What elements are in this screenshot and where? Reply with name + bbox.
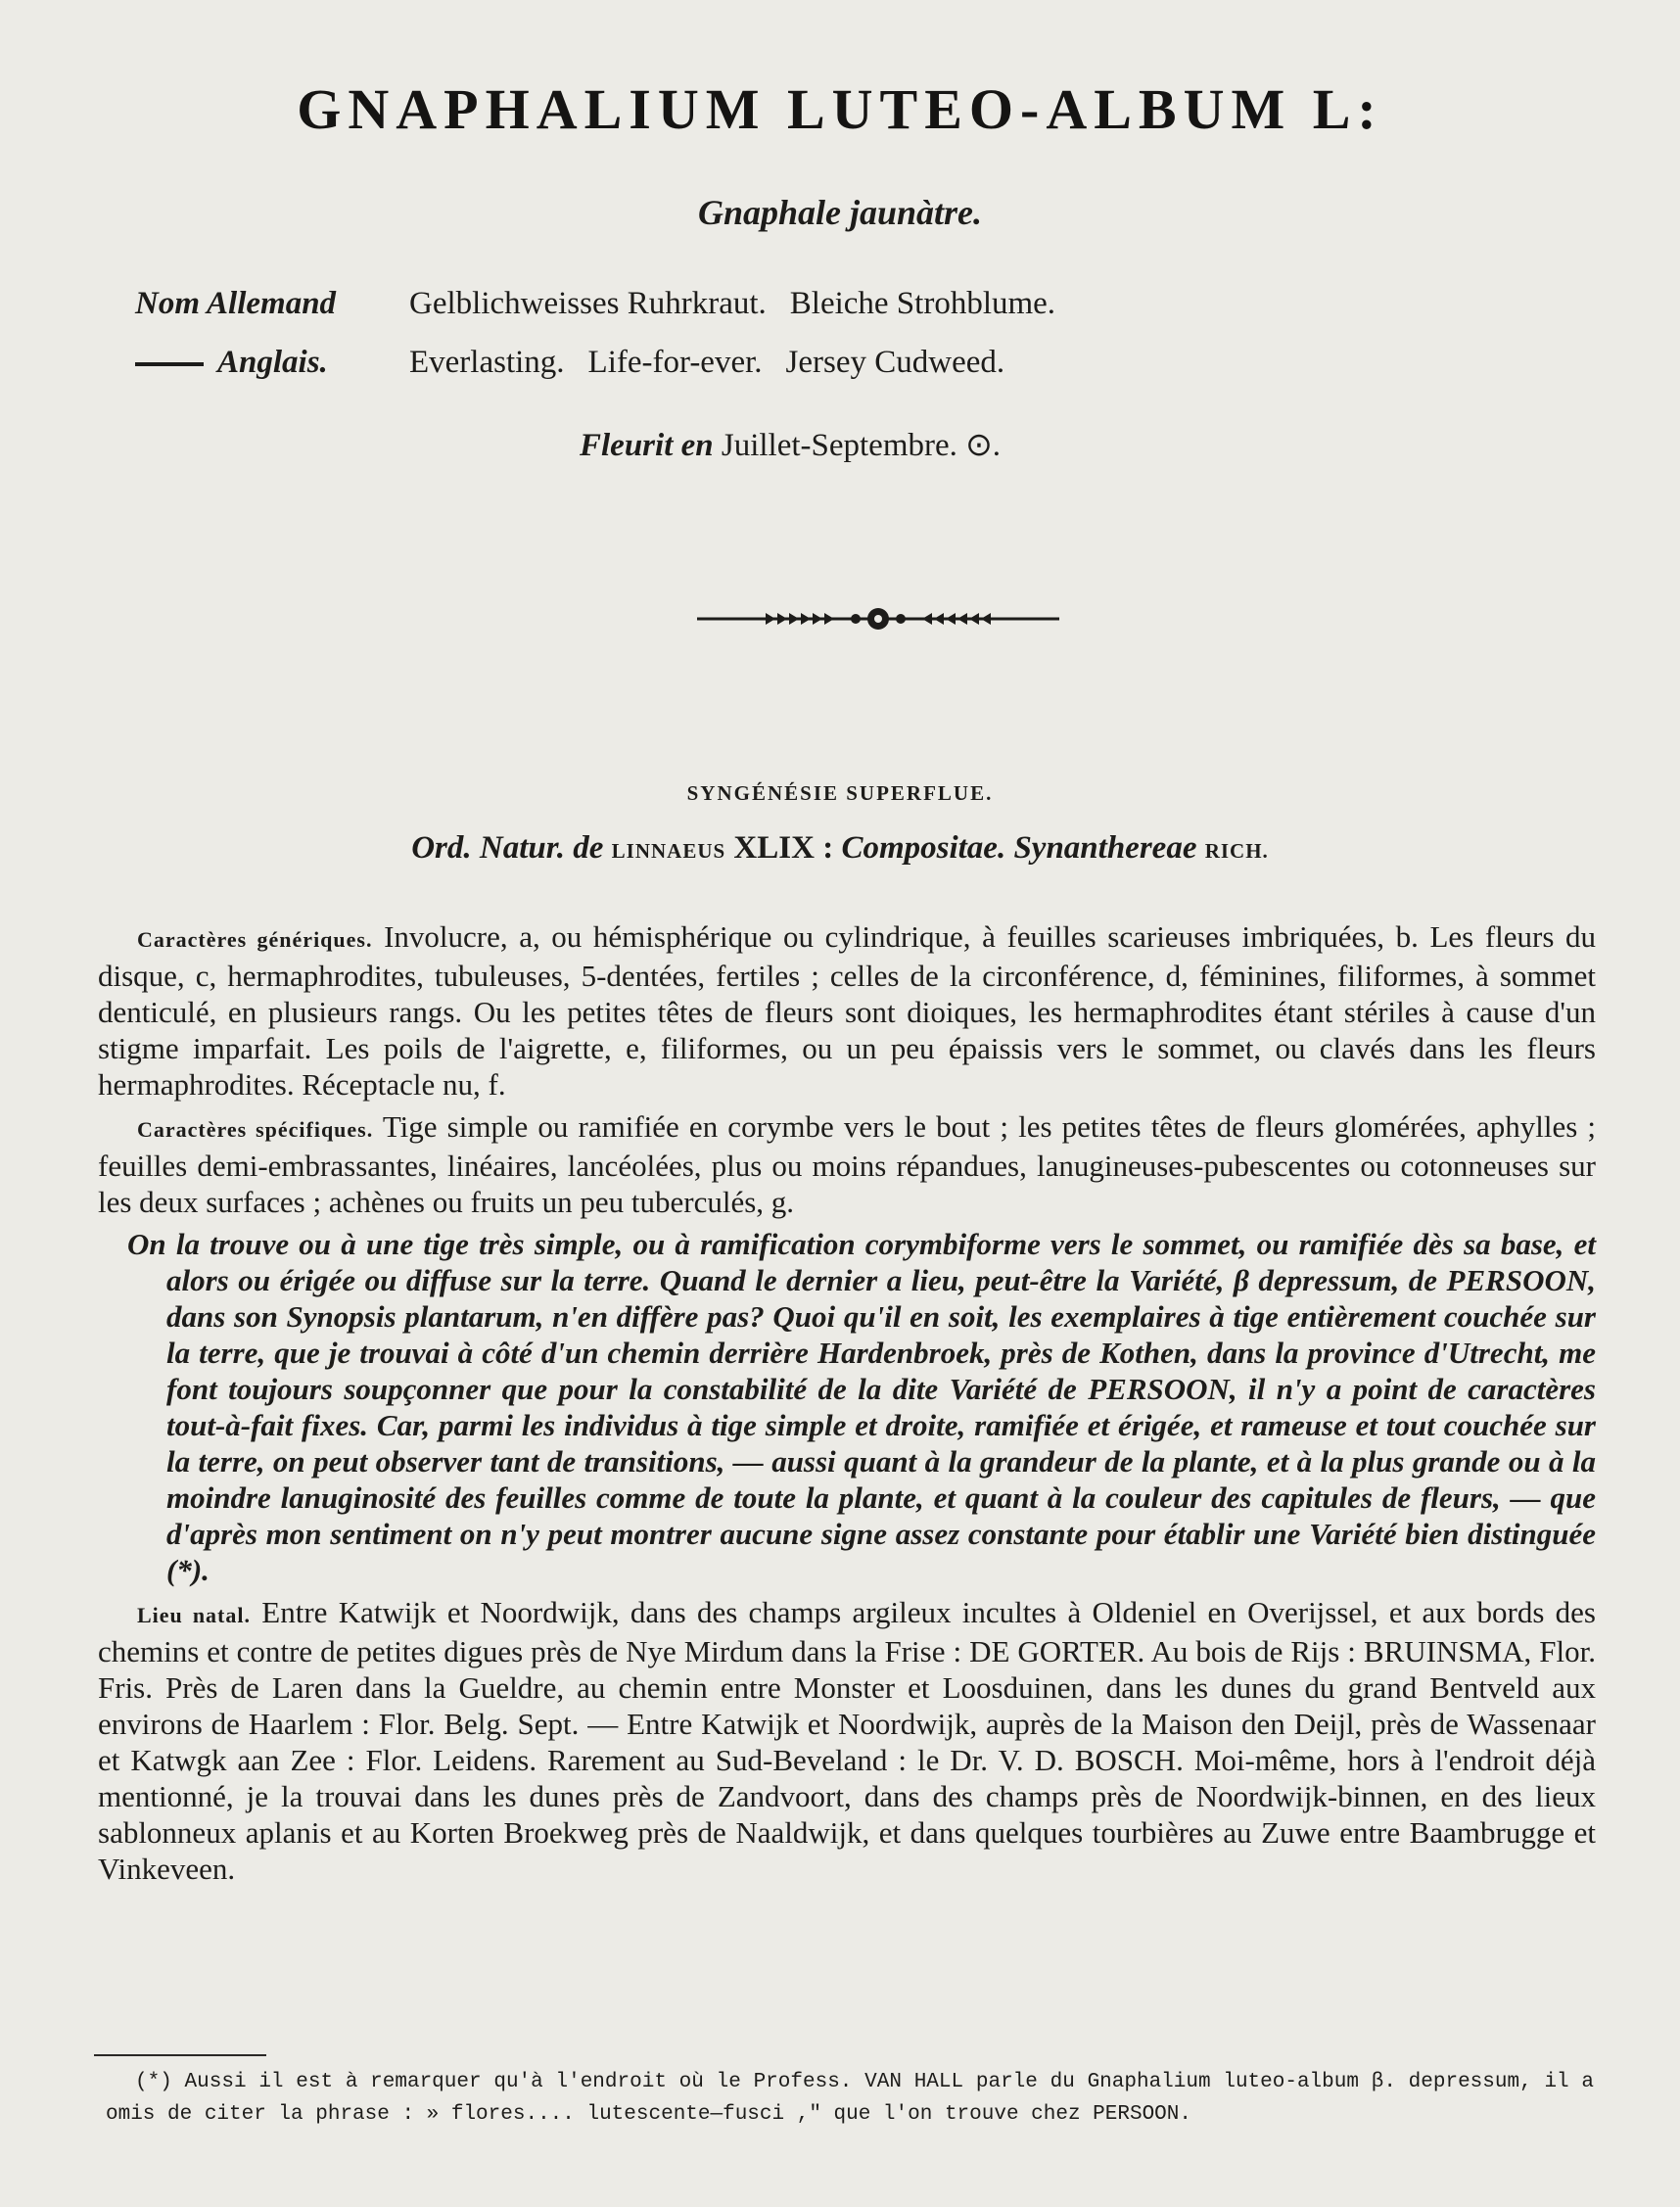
english-name-1: Everlasting.: [409, 345, 565, 380]
footnote-rule: [94, 2054, 266, 2056]
generic-characters: [98, 918, 1596, 1103]
footnote: (*) Aussi il est à remarquer qu'à l'endroit où le Profess. VAN HALL parle du Gnaphalium luteo-album β. depressum, il a omis de citer la phrase : » flores.... lutescente—fusci ," que l'on trouve chez PERSOON.: [106, 2071, 1594, 2126]
specific-label: Caractères spécifiques.: [137, 1117, 374, 1142]
flowering-label: Fleurit en: [580, 428, 714, 463]
species-title: GNAPHALIUM LUTEO-ALBUM L:: [297, 77, 1383, 141]
english-names-row: [135, 345, 1079, 403]
english-label: Anglais.: [217, 345, 328, 380]
compositae: Compositae.: [841, 830, 1006, 866]
rich-author: RICH.: [1204, 839, 1269, 863]
german-name-1: Gelblichweisses Ruhrkraut.: [409, 286, 767, 321]
habitat-label: Lieu natal.: [137, 1603, 251, 1627]
ditto-dash: [135, 362, 204, 366]
english-name-3: Jersey Cudweed.: [785, 345, 1005, 380]
german-names-row: [135, 286, 1079, 345]
linnaean-class: SYNGÉNÉSIE SUPERFLUE.: [686, 781, 994, 805]
english-name-2: Life-for-ever.: [587, 345, 763, 380]
ornament-divider-icon: [697, 599, 1059, 638]
habitat-text: Entre Katwijk et Noordwijk, dans des champs argileux incultes à Oldeniel en Overijssel, et aux bords des chemins et contre de petites digues près de Nye Mirdum dans la Frise : DE GORTER. Au bois de Rijs : BRUINSMA, Flor. Fris. Près de Laren dans la Gueldre, au chemin entre Monster et Loosduinen, dans les dunes du grand Bentveld aux environs de Haarlem : Flor. Belg. Sept. — Entre Katwijk et Noordwijk, auprès de la Maison den Deijl, près de Wassenaar et Katwgk aan Zee : Flor. Leidens. Rarement au Sud-Beveland : le Dr. V. D. BOSCH. Moi-même, hors à l'endroit déjà mentionné, je la trouvai dans les dunes près de Zandvoort, dans des champs près de Noordwijk-binnen, en des lieux sablonneux aplanis et au Korten Broekweg près de Naaldwijk, et dans quelques tourbières au Zuwe entre Baambrugge et Vinkeveen.: [98, 1595, 1596, 1886]
observation-note: On la trouve ou à une tige très simple, ou à ramification corymbiforme vers le sommet, ou ramifiée dès sa base, et alors ou érigée ou diffuse sur la terre. Quand le dernier a lieu, peut-être la Variété, β depressum, de PERSOON, dans son Synopsis plantarum, n'en diffère pas? Quoi qu'il en soit, les exemplaires à tige entièrement couchée sur la terre, que je trouvai à côté d'un chemin derrière Hardenbroek, près de Kothen, dans la province d'Utrecht, me font toujours soupçonner que pour la constabilité de la dite Variété de PERSOON, il n'y a point de caractères tout-à-fait fixes. Car, parmi les individus à tige simple et droite, ramifiée et érigée, et rameuse et tout couchée sur la terre, on peut observer tant de transitions, — aussi quant à la grandeur de la plante, et à la plus grande ou à la moindre lanuginosité des feuilles comme de toute la plante, et quant à la couleur des capitules de fleurs, — que d'après mon sentiment on n'y peut montrer aucune signe assez constante pour établir une Variété bien distinguée (*).: [127, 1227, 1596, 1587]
specific-text: Tige simple ou ramifiée en corymbe vers le bout ; les petites têtes de fleurs glomérées, aphylles ; feuilles demi-embrassantes, linéaires, lancéolées, plus ou moins répandues, lanugineuses-pubescentes ou cotonneuses sur les deux surfaces ; achènes ou fruits un peu tuberculés, g.: [98, 1109, 1596, 1219]
ord-label: Ord. Natur. de: [411, 830, 604, 866]
annual-symbol: ⊙.: [965, 428, 1002, 463]
synanthereae: Synanthereae: [1013, 830, 1197, 866]
specific-characters: [98, 1108, 1596, 1220]
flowering-line: [580, 425, 1001, 464]
natural-order-line: [0, 830, 1680, 867]
description-body: [98, 918, 1596, 1893]
linnaeus-name: LINNAEUS: [611, 839, 726, 863]
generic-text: Involucre, a, ou hémisphérique ou cylindrique, à feuilles scarieuses imbriquées, b. Les fleurs du disque, c, hermaphrodites, tubuleuses, 5-dentées, fertiles ; celles de la circonférence, d, féminines, filiformes, à sommet denticulé, en plusieurs rangs. Ou les petites têtes de fleurs sont dioiques, les hermaphrodites étant stériles à cause d'un stigme imparfait. Les poils de l'aigrette, e, filiformes, ou un peu épaissis vers le sommet, ou clavés dans les fleurs hermaphrodites. Réceptacle nu, f.: [98, 919, 1596, 1102]
french-name: Gnaphale jaunàtre.: [697, 193, 983, 232]
habitat: [98, 1594, 1596, 1887]
german-label: Nom Allemand: [135, 286, 337, 321]
flowering-period: Juillet-Septembre.: [721, 428, 957, 463]
german-name-2: Bleiche Strohblume.: [789, 286, 1056, 321]
order-number: XLIX :: [733, 830, 834, 866]
vernacular-names: [135, 286, 1079, 403]
generic-label: Caractères génériques.: [137, 927, 373, 952]
